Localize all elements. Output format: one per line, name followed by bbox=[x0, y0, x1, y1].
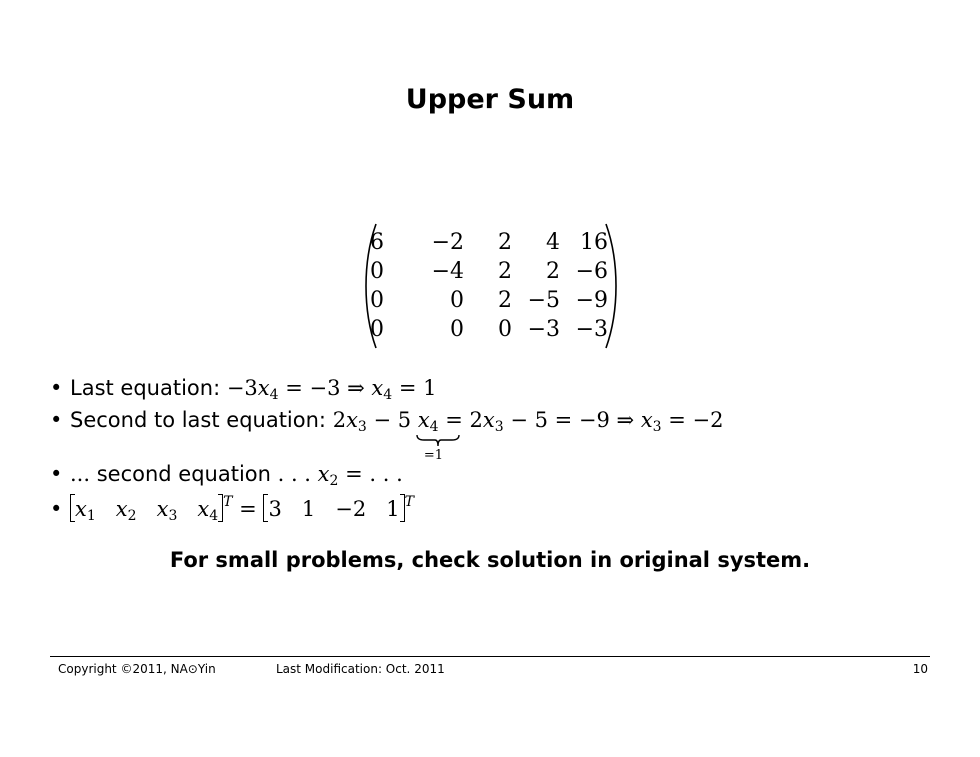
bullet-math: $-3x_4 = -3$ ⇒ $x_4 = 1$ bbox=[226, 376, 437, 403]
matrix-cell: −5 bbox=[527, 288, 560, 313]
page-number: 10 bbox=[912, 662, 928, 676]
matrix-cell: −6 bbox=[575, 259, 608, 284]
matrix-cell: 2 bbox=[498, 259, 512, 284]
matrix-cell: 0 bbox=[450, 288, 464, 313]
footer-modified: Last Modification: Oct. 2011 bbox=[276, 662, 445, 676]
matrix-cell: 0 bbox=[370, 259, 384, 284]
bullet-math: $2x_3 - 5$ $x_4$ =1 = $2x_3 - 5 = -9$ ⇒ $x_3 = -2$ bbox=[332, 408, 724, 463]
matrix-cell: 0 bbox=[370, 317, 384, 342]
matrix-cell: 2 bbox=[546, 259, 560, 284]
matrix-cell: 4 bbox=[546, 230, 560, 255]
bullet-solution-vector: • $x_1$ $x_2$ $x_3$ $x_4^T = 3$ 1 −2 1 $^T$ bbox=[50, 494, 414, 524]
matrix-cell: 0 bbox=[450, 317, 464, 342]
matrix-cell: 0 bbox=[498, 317, 512, 342]
underbrace-label: =1 bbox=[423, 448, 443, 463]
bullet-math: $x_1$ $x_2$ $x_3$ $x_4^T = 3$ 1 −2 1 $^T$ bbox=[70, 497, 414, 521]
footer-divider bbox=[50, 656, 930, 657]
transpose-sup: T bbox=[223, 494, 233, 510]
matrix-cell: −9 bbox=[575, 288, 608, 313]
bullet-text: Last equation: bbox=[70, 376, 227, 400]
transpose-sup: T bbox=[404, 494, 414, 510]
underbrace-icon bbox=[416, 434, 460, 448]
matrix-cell: 16 bbox=[580, 230, 608, 255]
bullet-last-equation: • Last equation: $-3x_4 = -3$ ⇒ $x_4 = 1$ bbox=[50, 376, 437, 403]
matrix-cell: 2 bbox=[498, 288, 512, 313]
bullet-text: Second to last equation: bbox=[70, 408, 333, 432]
bullet-math: . . . $x_2$ = . . . bbox=[277, 462, 403, 489]
slide-title: Upper Sum bbox=[405, 84, 575, 115]
matrix-cell: −2 bbox=[431, 230, 464, 255]
emphasis-note: For small problems, check solution in original system. bbox=[169, 548, 811, 572]
bullet-lead: ... bbox=[70, 462, 91, 486]
bullet-text: second equation bbox=[90, 462, 278, 486]
right-paren bbox=[604, 222, 618, 350]
augmented-matrix bbox=[364, 222, 618, 350]
footer-copyright: Copyright ©2011, NA⊙Yin bbox=[58, 662, 216, 676]
matrix-cell: 6 bbox=[370, 230, 384, 255]
bullet-second-equation: • ... second equation . . . $x_2$ = . . . bbox=[50, 462, 403, 489]
matrix-cell: −3 bbox=[575, 317, 608, 342]
matrix-cell: −4 bbox=[431, 259, 464, 284]
bullet-second-last-equation: • Second to last equation: $2x_3 - 5$ $x_4$ =1 = $2x_3 - 5 = -9$ ⇒ $x_3 = -2$ bbox=[50, 408, 724, 463]
underbrace: $x_4$ =1 bbox=[418, 408, 439, 435]
matrix-grid bbox=[370, 228, 608, 344]
matrix-cell: 0 bbox=[370, 288, 384, 313]
matrix-cell: −3 bbox=[527, 317, 560, 342]
matrix-cell: 2 bbox=[498, 230, 512, 255]
